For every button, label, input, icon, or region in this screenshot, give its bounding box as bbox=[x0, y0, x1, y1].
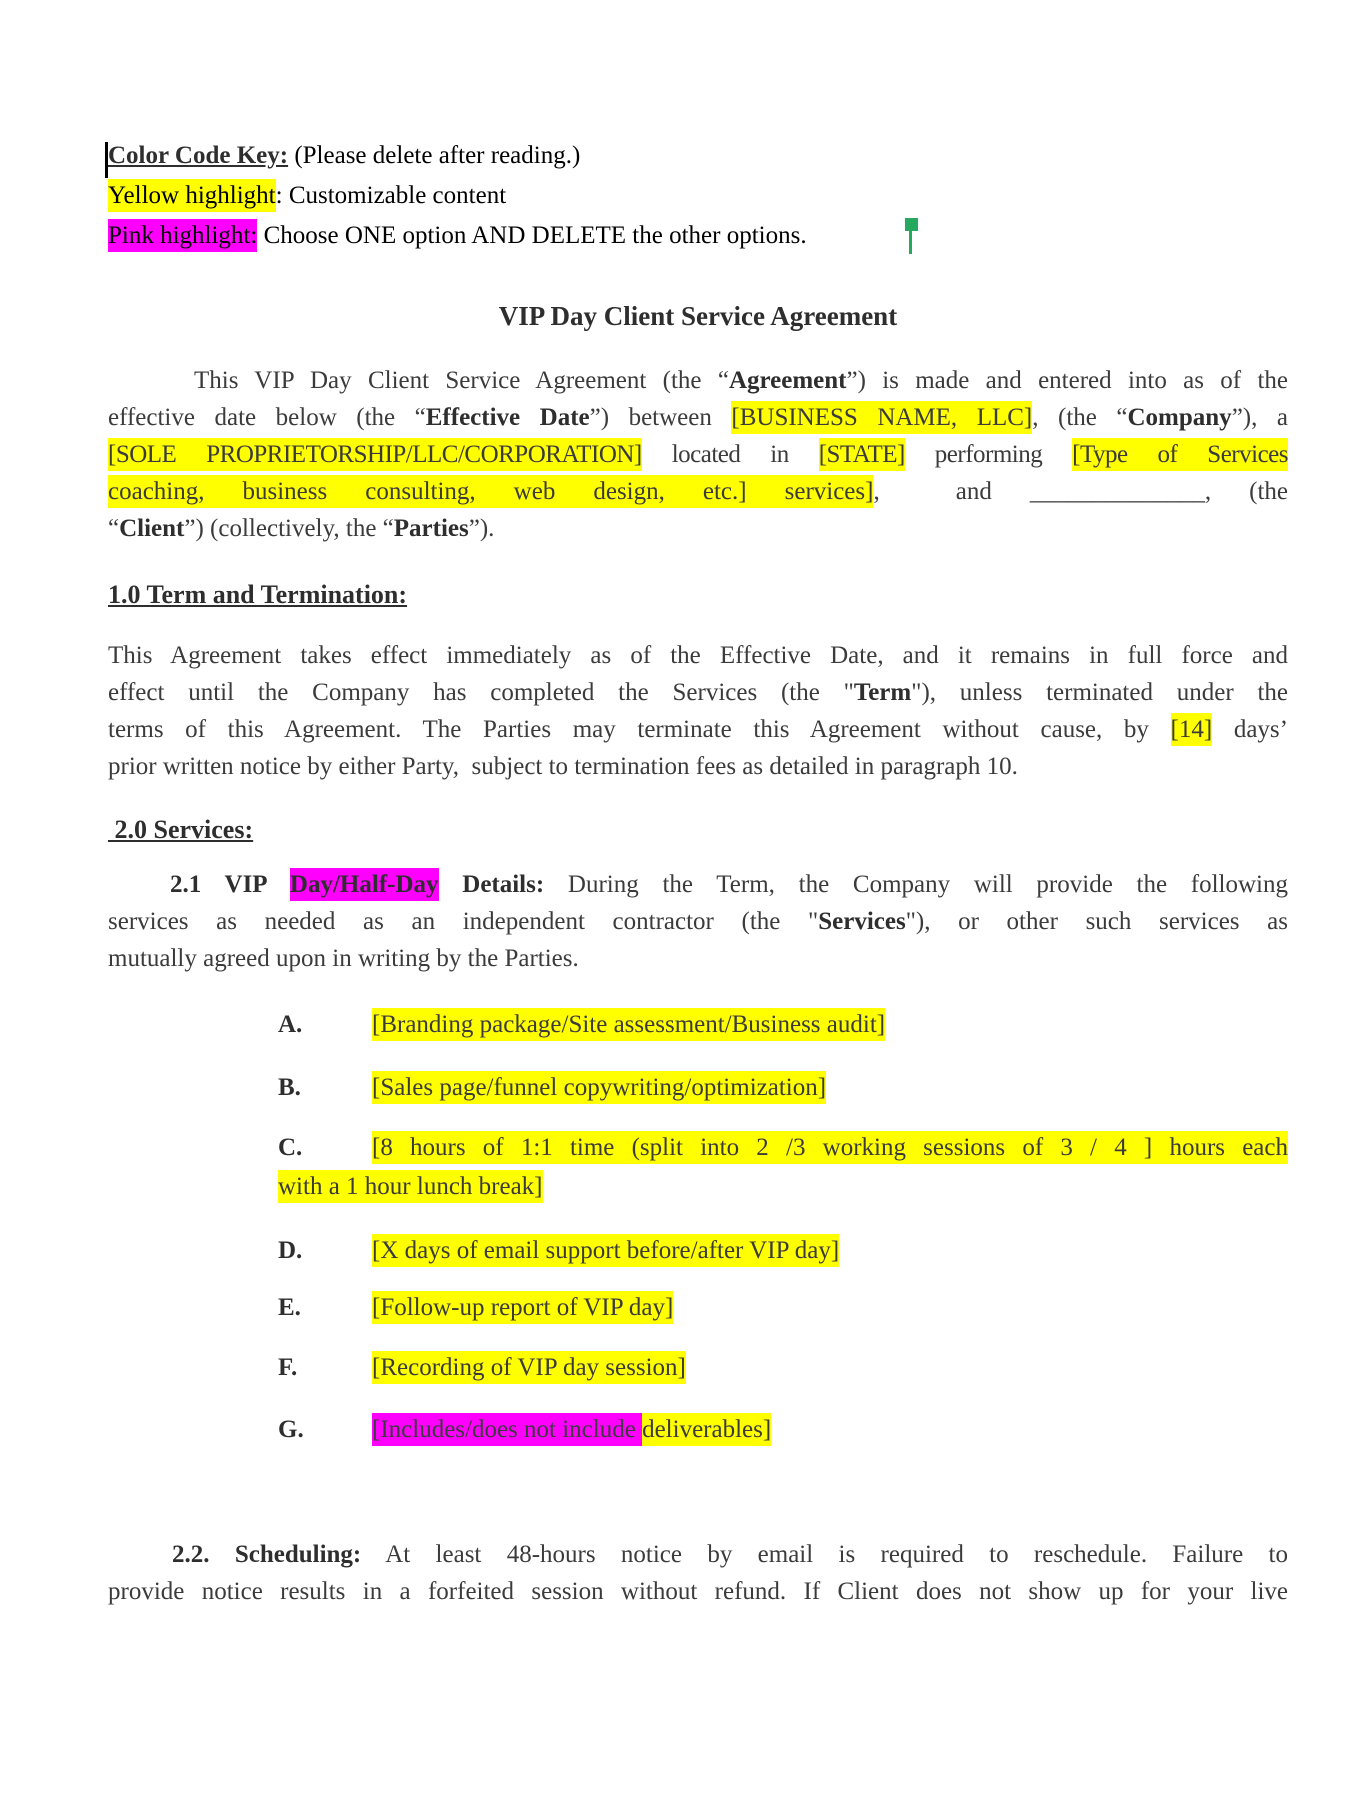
service-list-item bbox=[278, 1068, 1288, 1107]
yellow-highlight-text: [Follow-up report of VIP day] bbox=[372, 1291, 673, 1324]
text-run: effective date below (the “ bbox=[108, 404, 426, 431]
yellow-highlight-text: [Branding package/Site assessment/Business audit] bbox=[372, 1008, 885, 1041]
text-run: Client bbox=[119, 515, 185, 542]
text-run: Parties bbox=[393, 515, 469, 542]
text-run bbox=[439, 871, 463, 898]
yellow-highlight-text: [BUSINESS NAME, LLC] bbox=[731, 401, 1032, 434]
document-content bbox=[108, 0, 1288, 1806]
text-line bbox=[278, 1167, 1288, 1206]
service-list-item bbox=[278, 1288, 1288, 1327]
text-line bbox=[108, 748, 1288, 785]
text-line bbox=[108, 1573, 1288, 1610]
list-item-label: E. bbox=[278, 1294, 301, 1321]
text-run: ”) (collectively, the “ bbox=[184, 515, 394, 542]
yellow-highlight-text: [Sales page/funnel copywriting/optimization] bbox=[372, 1071, 826, 1104]
text-line bbox=[108, 399, 1288, 436]
text-line bbox=[278, 1231, 1288, 1270]
intro-paragraph bbox=[108, 362, 1288, 547]
yellow-highlight-text: deliverables] bbox=[642, 1413, 771, 1446]
yellow-highlight-text: [Recording of VIP day session] bbox=[372, 1351, 686, 1384]
text-run: "), unless terminated under the bbox=[911, 679, 1288, 706]
text-line bbox=[278, 1068, 1288, 1107]
text-line bbox=[278, 1410, 1288, 1449]
text-line bbox=[108, 176, 1288, 216]
heading-term-and-termination bbox=[108, 576, 1288, 613]
document-title: VIP Day Client Service Agreement bbox=[498, 301, 898, 331]
yellow-highlight-text: with a 1 hour lunch break] bbox=[278, 1170, 543, 1203]
list-item-label: B. bbox=[278, 1074, 301, 1101]
text-line bbox=[278, 1005, 1288, 1044]
services-intro-paragraph bbox=[108, 866, 1288, 977]
list-item-label: F. bbox=[278, 1354, 298, 1381]
list-item-label: A. bbox=[278, 1011, 303, 1038]
text-line bbox=[108, 136, 1288, 176]
pink-highlight-text: Day/Half-Day bbox=[290, 868, 439, 901]
yellow-highlight-text: coaching, business consulting, web design, etc.] services] bbox=[108, 475, 873, 508]
text-line bbox=[108, 866, 1288, 903]
text-run: 2.1 VIP bbox=[170, 871, 290, 898]
text-run: Term bbox=[853, 679, 912, 706]
text-run: This VIP Day Client Service Agreement (the “ bbox=[194, 367, 729, 394]
text-run: Effective Date bbox=[425, 404, 590, 431]
service-list-item bbox=[278, 1005, 1288, 1044]
text-run: Choose ONE option AND DELETE the other options. bbox=[257, 222, 807, 249]
service-list-item bbox=[278, 1410, 1288, 1449]
yellow-highlight-text: [X days of email support before/after VIP day] bbox=[372, 1234, 839, 1267]
text-run: Details: bbox=[462, 871, 545, 898]
collaborator-cursor-green bbox=[905, 218, 918, 254]
term-paragraph bbox=[108, 637, 1288, 785]
text-line bbox=[108, 811, 1288, 848]
text-run: ”) is made and entered into as of the bbox=[846, 367, 1288, 394]
text-run: days’ bbox=[1212, 716, 1288, 743]
text-run: , (the “ bbox=[1032, 404, 1128, 431]
pink-highlight-text: Pink highlight: bbox=[108, 219, 257, 252]
text-line bbox=[108, 510, 1288, 547]
text-run: mutually agreed upon in writing by the Parties. bbox=[108, 945, 579, 972]
text-run: During the Term, the Company will provide the following bbox=[544, 871, 1289, 898]
yellow-highlight-text: [STATE] bbox=[819, 438, 905, 471]
text-caret bbox=[105, 142, 108, 178]
text-run: "), or other such services as bbox=[905, 908, 1289, 935]
text-run: Services bbox=[818, 908, 906, 935]
text-line bbox=[108, 674, 1288, 711]
text-line bbox=[108, 940, 1288, 977]
text-run: performing bbox=[904, 441, 1073, 468]
text-line bbox=[108, 216, 1288, 256]
scheduling-paragraph bbox=[108, 1536, 1288, 1610]
list-item-label: D. bbox=[278, 1237, 303, 1264]
text-run: services as needed as an independent contractor (the " bbox=[108, 908, 819, 935]
text-run: provide notice results in a forfeited session without refund. If Client does not show up for your live bbox=[108, 1578, 1288, 1605]
text-line bbox=[108, 436, 1288, 473]
text-run: Agreement bbox=[728, 367, 847, 394]
text-run: prior written notice by either Party, subject to termination fees as detailed in paragraph 10. bbox=[108, 753, 1018, 780]
text-run: ”), a bbox=[1231, 404, 1288, 431]
pink-highlight-text: [Includes/does not include bbox=[372, 1413, 642, 1446]
text-line bbox=[108, 903, 1288, 940]
yellow-highlight-text: [Type of Services bbox=[1072, 438, 1288, 471]
text-line bbox=[108, 473, 1288, 510]
service-list-item bbox=[278, 1348, 1288, 1387]
text-run: effect until the Company has completed the Services (the " bbox=[108, 679, 854, 706]
text-run: located in bbox=[641, 441, 819, 468]
color-code-key bbox=[108, 136, 1288, 256]
text-line bbox=[278, 1128, 1288, 1167]
text-line bbox=[108, 362, 1288, 399]
text-run: 1.0 Term and Termination: bbox=[108, 580, 408, 609]
service-list-item bbox=[278, 1128, 1288, 1206]
yellow-highlight-text: [8 hours of 1:1 time (split into 2 /3 working sessions of 3 / 4 ] hours each bbox=[372, 1131, 1288, 1164]
text-line bbox=[108, 637, 1288, 674]
text-run: At least 48-hours notice by email is required to reschedule. Failure to bbox=[361, 1541, 1288, 1568]
text-run: Company bbox=[1127, 404, 1232, 431]
text-run: “ bbox=[108, 515, 120, 542]
text-run: : Customizable content bbox=[275, 182, 507, 209]
text-run: ”) between bbox=[589, 404, 732, 431]
text-run: (Please delete after reading.) bbox=[288, 142, 581, 169]
yellow-highlight-text: [14] bbox=[1171, 713, 1213, 746]
service-list-item bbox=[278, 1231, 1288, 1270]
text-run: ”). bbox=[468, 515, 495, 542]
text-run: terms of this Agreement. The Parties may terminate this Agreement without cause, by bbox=[108, 716, 1171, 743]
text-run: Color Code Key: bbox=[108, 142, 289, 169]
text-run: 2.2. Scheduling: bbox=[172, 1541, 362, 1568]
yellow-highlight-text: [SOLE PROPRIETORSHIP/LLC/CORPORATION] bbox=[108, 438, 642, 471]
text-line bbox=[108, 711, 1288, 748]
collaborator-cursor-flag bbox=[905, 218, 918, 231]
text-run: 2.0 Services: bbox=[108, 815, 254, 844]
text-line bbox=[278, 1288, 1288, 1327]
text-line bbox=[108, 1536, 1288, 1573]
text-line bbox=[108, 576, 1288, 613]
text-line bbox=[278, 1348, 1288, 1387]
text-run: , and ______________, (the bbox=[873, 478, 1289, 505]
list-item-label: C. bbox=[278, 1134, 303, 1161]
yellow-highlight-text: Yellow highlight bbox=[108, 179, 276, 212]
heading-services bbox=[108, 811, 1288, 848]
text-run: This Agreement takes effect immediately as of the Effective Date, and it remains in full force and bbox=[108, 642, 1288, 669]
list-item-label: G. bbox=[278, 1416, 304, 1443]
